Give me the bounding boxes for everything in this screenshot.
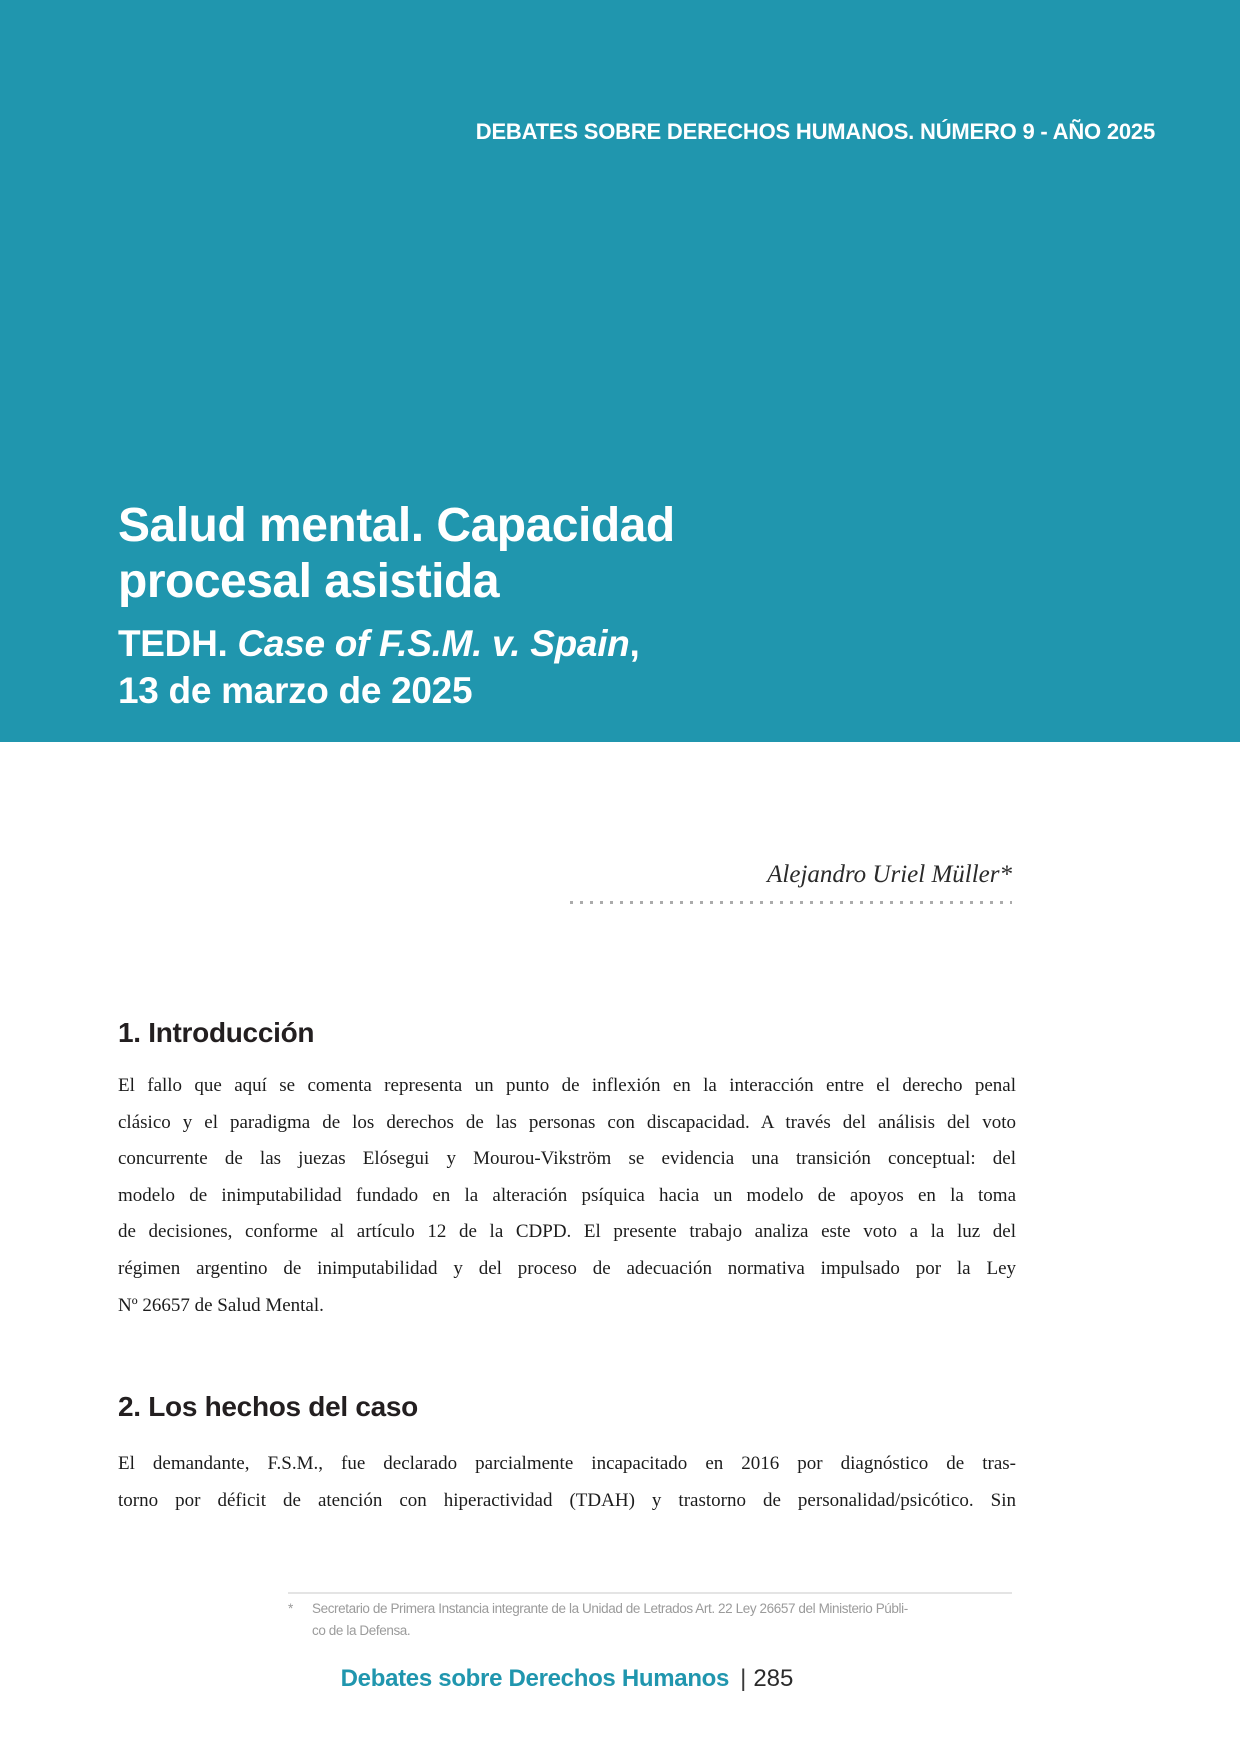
article-title: [118, 498, 675, 610]
footnote-line1: [288, 1598, 1018, 1620]
article-title-line2: procesal asistida: [118, 555, 500, 608]
article-subtitle: [118, 620, 639, 714]
paragraph-hechos-del-caso: [118, 1446, 1016, 1519]
section-heading-introduccion: 1. Introducción: [118, 1017, 315, 1048]
body-line: El demandante, F.S.M., fue declarado parcialmente incapacitado en 2016 por diagnóstico de tras-: [118, 1453, 1016, 1474]
page-number-separator: |: [740, 1665, 747, 1692]
footnote-text-line1: Secretario de Primera Instancia integrante de la Unidad de Letrados Art. 22 Ley 26657 del Ministerio Públi-: [312, 1601, 908, 1616]
subtitle-suffix: ,: [629, 623, 640, 664]
body-line: concurrente de las juezas Elósegui y Mourou-Vikström se evidencia una transición conceptual: del: [118, 1148, 1016, 1170]
article-subtitle-line2: 13 de marzo de 2025: [118, 670, 473, 711]
journal-name: Debates sobre Derechos Humanos: [340, 1665, 730, 1692]
section-heading-hechos-del-caso: 2. Los hechos del caso: [118, 1391, 418, 1422]
body-line: clásico y el paradigma de los derechos de las personas con discapacidad. A través del análisis del voto: [118, 1111, 1016, 1133]
body-line: modelo de inimputabilidad fundado en la alteración psíquica hacia un modelo de apoyos en la toma: [118, 1184, 1016, 1206]
hero-banner: [0, 0, 1240, 742]
body-line: torno por déficit de atención con hiperactividad (TDAH) y trastorno de personalidad/psicótico. Sin: [118, 1489, 1016, 1511]
journal-kicker: DEBATES SOBRE DERECHOS HUMANOS. NÚMERO 9 - AÑO 2025: [475, 119, 1155, 144]
page-number: 285: [753, 1665, 794, 1692]
body-line: de decisiones, conforme al artículo 12 de la CDPD. El presente trabajo analiza este voto a la luz del: [118, 1221, 1016, 1243]
article-title-line1: Salud mental. Capacidad: [118, 499, 675, 552]
author-dotted-separator: [570, 901, 1012, 904]
author-line: Alejandro Uriel Müller*: [767, 861, 1012, 888]
paragraph-introduccion: [118, 1068, 1016, 1324]
body-line: Nº 26657 de Salud Mental.: [118, 1294, 324, 1316]
body-line: El fallo que aquí se comenta representa un punto de inflexión en la interacción entre el derecho penal: [118, 1075, 1016, 1096]
subtitle-case-name: Case of F.S.M. v. Spain: [237, 623, 630, 664]
footnote-text-line2: co de la Defensa.: [312, 1623, 411, 1638]
footnote: [288, 1598, 1018, 1642]
article-subtitle-line1: [118, 620, 639, 667]
footnote-rule: [288, 1592, 1012, 1594]
body-line: régimen argentino de inimputabilidad y del proceso de adecuación normativa impulsado por la Ley: [118, 1257, 1016, 1279]
page-footer: [118, 1662, 1016, 1696]
subtitle-prefix: TEDH.: [118, 623, 238, 664]
footnote-asterisk: *: [288, 1601, 294, 1616]
